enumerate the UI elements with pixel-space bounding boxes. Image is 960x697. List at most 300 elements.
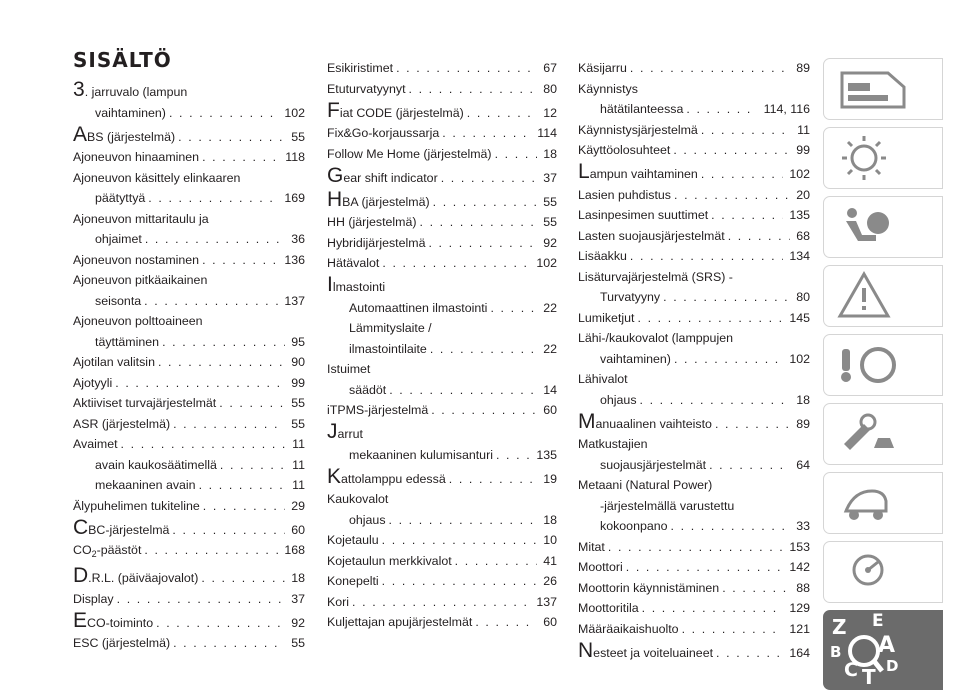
entry-title-rest: esteet ja voiteluaineet (593, 645, 714, 660)
index-entry (73, 540, 305, 564)
index-entry (578, 226, 810, 246)
index-entry (73, 434, 305, 454)
dot-leader (382, 253, 530, 273)
index-entry (73, 515, 305, 540)
entry-title (327, 464, 446, 489)
dot-leader (626, 557, 784, 577)
entry-title (327, 187, 430, 212)
entry-title (578, 160, 698, 184)
initial-letter: E (73, 608, 88, 632)
index-entry (578, 205, 810, 225)
page-number[interactable]: 102 (536, 256, 557, 270)
index-entry (73, 209, 305, 229)
page-number[interactable]: 102 (789, 167, 810, 181)
entry-title: Älypuhelimen tukiteline (73, 498, 200, 513)
index-entry (578, 638, 810, 663)
entry-title: avain kaukosäätimellä (95, 457, 217, 472)
index-entry (327, 253, 557, 273)
index-entry (327, 551, 557, 571)
page-number[interactable]: 169 (284, 191, 305, 205)
entry-title: Matkustajien (578, 437, 648, 451)
entry-title: ilmastointilaite (349, 341, 427, 356)
index-entry (327, 359, 557, 379)
index-entry (327, 58, 557, 78)
page-number[interactable]: 37 (291, 591, 305, 606)
page-number[interactable]: 29 (291, 498, 305, 513)
dot-leader (202, 250, 278, 270)
index-entry (327, 98, 557, 123)
page-number[interactable]: 121 (789, 621, 810, 636)
page-number[interactable]: 18 (543, 512, 557, 527)
index-entry (73, 455, 305, 475)
dot-leader (495, 144, 538, 164)
dot-leader (428, 233, 537, 253)
index-entry (73, 633, 305, 653)
tab-lights[interactable] (823, 127, 943, 189)
dot-leader (640, 390, 791, 410)
index-column-2 (327, 58, 557, 633)
page-number[interactable]: 99 (291, 375, 305, 390)
index-letter-d: D (886, 657, 899, 675)
dot-leader (682, 619, 784, 639)
entry-title (73, 564, 199, 588)
page-number[interactable]: 89 (796, 61, 810, 75)
entry-title: Kuljettajan apujärjestelmät (327, 615, 473, 629)
page-number[interactable]: 145 (789, 310, 810, 325)
dot-leader (722, 578, 790, 598)
page-number[interactable]: 12 (543, 105, 557, 120)
entry-title: Kaukovalot (327, 492, 389, 506)
index-entry (578, 578, 810, 598)
entry-title: Hybridijärjestelmä (327, 235, 426, 250)
page-number[interactable]: 92 (291, 615, 305, 630)
index-entry (73, 188, 305, 208)
page-number[interactable]: 55 (291, 396, 305, 410)
entry-title: Lasten suojausjärjestelmät (578, 228, 725, 243)
entry-title: Lasien puhdistus (578, 187, 671, 202)
page-number[interactable]: 33 (796, 519, 810, 533)
index-entry (327, 187, 557, 212)
page-number[interactable]: 18 (543, 146, 557, 161)
entry-title: Display (73, 591, 114, 606)
page-number[interactable]: 60 (543, 615, 557, 629)
page-number[interactable]: 41 (543, 553, 557, 568)
index-entry (578, 99, 810, 119)
entry-title-rest: BA (järjestelmä) (342, 194, 430, 209)
dot-leader (173, 414, 285, 434)
index-entry (578, 79, 810, 99)
index-column-1 (73, 78, 305, 654)
index-entry (327, 489, 557, 509)
entry-title: Käynnistys (578, 81, 638, 96)
entry-title: hätätilanteessa (600, 102, 684, 116)
page-number[interactable]: 55 (291, 636, 305, 650)
entry-title (327, 273, 386, 297)
dot-leader (382, 530, 538, 550)
dot-leader (467, 103, 537, 123)
page-number[interactable]: 37 (543, 170, 557, 185)
index-entry (578, 619, 810, 639)
entry-title: Ajotilan valitsin (73, 355, 155, 369)
index-entry (327, 212, 557, 232)
index-letter-t: T (862, 665, 876, 689)
dot-leader (202, 147, 279, 167)
entry-title: kokoonpano (600, 519, 668, 533)
index-entry (578, 557, 810, 577)
index-entry (578, 390, 810, 410)
index-entry (578, 267, 810, 287)
page-number[interactable]: 11 (292, 437, 305, 451)
initial-letter: J (327, 420, 338, 443)
entry-title: Lähivalot (578, 372, 628, 386)
index-column-3 (578, 58, 810, 663)
page-number[interactable]: 22 (543, 300, 557, 315)
dot-leader (442, 123, 531, 143)
index-entry (327, 144, 557, 164)
entry-title-after: -päästöt (96, 543, 142, 557)
dot-leader (156, 613, 285, 633)
page-number[interactable]: 18 (291, 571, 305, 585)
entry-title: Follow Me Home (järjestelmä) (327, 146, 492, 161)
index-entry (327, 612, 557, 632)
page-number[interactable]: 55 (543, 194, 557, 209)
page-number[interactable]: 11 (797, 122, 810, 137)
index-entry (578, 308, 810, 328)
index-entry (578, 58, 810, 78)
page-number[interactable]: 64 (796, 457, 810, 472)
entry-title (327, 163, 438, 188)
entry-title: Kojetaulu (327, 533, 379, 547)
entry-title: ohjaus (600, 392, 637, 407)
dot-leader (701, 164, 783, 184)
entry-title: Ajotyyli (73, 375, 113, 390)
page-number[interactable]: 142 (789, 560, 810, 574)
page-number[interactable]: 114 (537, 126, 557, 140)
dot-leader (449, 469, 537, 489)
dot-leader (144, 291, 278, 311)
entry-title: mekaaninen avain (95, 478, 196, 492)
page-number[interactable]: 20 (796, 187, 810, 202)
index-entry (327, 123, 557, 143)
page-number[interactable]: 10 (543, 533, 557, 547)
page-number[interactable]: 14 (543, 382, 557, 397)
page-number[interactable]: 134 (789, 249, 810, 263)
lights-icon (824, 128, 942, 188)
index-entry (578, 246, 810, 266)
dot-leader (630, 246, 783, 266)
page-number[interactable]: 114, 116 (763, 102, 810, 116)
entry-title: Kori (327, 594, 350, 609)
dot-leader (201, 568, 285, 588)
chapter-tabs (823, 58, 957, 697)
dot-leader (490, 298, 537, 318)
page-number[interactable]: 22 (543, 341, 557, 356)
dot-leader (199, 475, 287, 495)
index-entry (327, 163, 557, 188)
index-entry (578, 409, 810, 434)
dot-leader (389, 380, 537, 400)
dot-leader (686, 99, 757, 119)
entry-title: Avaimet (73, 437, 118, 451)
dot-leader (430, 339, 537, 359)
index-letter-a: A (878, 633, 896, 658)
key-steering-icon (824, 335, 942, 395)
entry-title: päätyttyä (95, 191, 146, 205)
page-number[interactable]: 99 (796, 143, 810, 157)
entry-title (73, 78, 188, 102)
initial-letter: D (73, 564, 89, 587)
dot-leader (158, 352, 285, 372)
index-entry (327, 420, 557, 444)
dot-leader (674, 349, 783, 369)
entry-title: Käyttöolosuhteet (578, 143, 671, 157)
page-number[interactable]: 118 (285, 150, 305, 164)
page-number[interactable]: 137 (284, 293, 305, 308)
entry-title: Turvatyyny (600, 290, 661, 304)
page-number[interactable]: 26 (543, 574, 557, 588)
dot-leader (663, 287, 790, 307)
entry-title: Mitat (578, 539, 605, 554)
entry-title: ohjaus (349, 512, 386, 527)
dot-leader (496, 445, 530, 465)
dot-leader (441, 168, 538, 188)
dot-leader (144, 540, 278, 560)
entry-title: Moottoritila (578, 601, 639, 615)
page-number[interactable]: 60 (543, 403, 557, 417)
page-number[interactable]: 129 (789, 601, 810, 615)
entry-title: Lasinpesimen suuttimet (578, 208, 709, 222)
index-letter-b: B (830, 643, 842, 661)
entry-title (578, 638, 714, 663)
entry-title: Moottori (578, 560, 623, 574)
dot-leader (115, 373, 285, 393)
index-entry (73, 496, 305, 516)
index-entry (327, 79, 557, 99)
page-number[interactable]: 67 (543, 61, 557, 75)
index-entry (578, 328, 810, 348)
tab-safety[interactable] (823, 196, 943, 258)
entry-title: vaihtaminen) (95, 105, 166, 120)
entry-title-rest: BS (järjestelmä) (87, 129, 176, 144)
entry-title: Kojetaulun merkkivalot (327, 553, 452, 568)
index-letter-c: C (844, 659, 858, 681)
entry-title: Konepelti (327, 574, 379, 588)
entry-title: Etuturvatyynyt (327, 81, 406, 96)
wrench-car-icon (824, 404, 942, 464)
dot-leader (475, 612, 537, 632)
entry-title-rest: attolamppu edessä (341, 471, 446, 486)
index-entry (327, 530, 557, 550)
page-number[interactable]: 55 (291, 416, 305, 431)
index-letter-e: E (872, 611, 884, 631)
entry-title-rest: anuaalinen vaihteisto (595, 416, 712, 431)
entry-title: suojausjärjestelmät (600, 457, 707, 472)
dot-leader (203, 496, 285, 516)
entry-title-rest: .R.L. (päiväajovalot) (88, 571, 199, 585)
page-number[interactable]: 68 (796, 228, 810, 243)
index-entry (327, 233, 557, 253)
page-number[interactable]: 55 (543, 215, 557, 229)
entry-title: Fix&Go-korjaussarja (327, 126, 440, 140)
initial-letter: A (73, 122, 88, 146)
page-number[interactable]: 36 (291, 232, 305, 246)
dot-leader (715, 414, 790, 434)
dot-leader (352, 592, 530, 612)
index-entry (327, 298, 557, 318)
page-number[interactable]: 135 (789, 208, 810, 222)
entry-title (327, 98, 464, 123)
dot-leader (172, 520, 285, 540)
dot-leader (173, 633, 285, 653)
page-number[interactable]: 164 (789, 645, 810, 660)
initial-letter: K (327, 464, 342, 488)
index-entry (327, 339, 557, 359)
page-number[interactable]: 92 (543, 235, 557, 250)
index-entry (73, 250, 305, 270)
page-number[interactable]: 95 (291, 334, 305, 349)
tab-dashboard[interactable] (823, 58, 943, 120)
page-number[interactable]: 80 (543, 81, 557, 96)
entry-title: Hätävalot (327, 256, 380, 270)
page-number[interactable]: 88 (796, 580, 810, 595)
index-entry (73, 103, 305, 123)
tab-emergency[interactable] (823, 403, 943, 465)
entry-title: täyttäminen (95, 334, 160, 349)
page-number[interactable]: 102 (789, 351, 810, 366)
dot-leader (455, 551, 538, 571)
page-number[interactable]: 18 (796, 392, 810, 407)
index-entry (578, 120, 810, 140)
dot-leader (220, 455, 286, 475)
page-number[interactable]: 135 (536, 447, 557, 462)
entry-title: Ajoneuvon pitkäaikainen (73, 273, 208, 287)
page-number[interactable]: 55 (291, 129, 305, 144)
specifications-icon (824, 542, 942, 602)
initial-letter: H (327, 187, 343, 211)
dot-leader (673, 140, 790, 160)
index-entry (73, 475, 305, 495)
page-number[interactable]: 19 (543, 471, 557, 486)
index-entry (578, 349, 810, 369)
dot-leader (431, 400, 537, 420)
entry-title: Lisäakku (578, 249, 627, 263)
dot-leader (711, 205, 783, 225)
page-number[interactable]: 11 (292, 457, 305, 472)
entry-title-rest: ampun vaihtaminen (589, 167, 698, 181)
index-entry (578, 496, 810, 516)
initial-letter: L (578, 160, 590, 183)
dot-leader (389, 510, 538, 530)
entry-title: Automaattinen ilmastointi (349, 300, 488, 315)
tab-technical-data[interactable] (823, 541, 943, 603)
dot-leader (396, 58, 537, 78)
entry-title: ASR (järjestelmä) (73, 416, 171, 431)
entry-title: Metaani (Natural Power) (578, 478, 713, 492)
index-entry (578, 160, 810, 184)
entry-title (73, 608, 154, 633)
index-entry (578, 455, 810, 475)
dot-leader (701, 120, 791, 140)
page-number[interactable]: 80 (796, 290, 810, 304)
page-number[interactable]: 137 (536, 594, 557, 609)
initial-letter: M (578, 409, 596, 433)
entry-title: Määräaikaishuolto (578, 621, 679, 636)
index-entry (73, 78, 305, 102)
index-entry (327, 464, 557, 489)
entry-title: Lämmityslaite / (349, 321, 432, 335)
index-entry (73, 270, 305, 290)
index-entry (73, 147, 305, 167)
entry-title (73, 540, 141, 564)
entry-title: Istuimet (327, 362, 371, 376)
initial-letter: C (73, 515, 89, 539)
entry-title (73, 122, 176, 147)
page-number[interactable]: 89 (796, 416, 810, 431)
page-number[interactable]: 102 (284, 105, 305, 120)
index-entry (578, 537, 810, 557)
entry-title: Lähi-/kaukovalot (lamppujen (578, 331, 733, 345)
index-entry (327, 510, 557, 530)
dot-leader (637, 308, 783, 328)
entry-title (73, 515, 170, 540)
entry-title: Lisäturvajärjestelmä (SRS) - (578, 269, 733, 284)
page-number[interactable]: 90 (291, 355, 305, 369)
entry-title-main: CO (73, 543, 92, 557)
index-entry (73, 229, 305, 249)
entry-title: Käynnistysjärjestelmä (578, 122, 698, 137)
dot-leader (382, 571, 538, 591)
entry-title: mekaaninen kulumisanturi (349, 447, 493, 462)
index-entry (73, 608, 305, 633)
index-entry (327, 318, 557, 338)
dot-leader (145, 229, 285, 249)
tab-starting[interactable] (823, 334, 943, 396)
index-entry (73, 311, 305, 331)
entry-title: iTPMS-järjestelmä (327, 403, 429, 417)
dot-leader (169, 103, 278, 123)
page-number[interactable]: 136 (284, 252, 305, 267)
tab-maintenance[interactable] (823, 472, 943, 534)
tab-index[interactable] (823, 610, 943, 690)
dot-leader (148, 188, 278, 208)
entry-title: Lumiketjut (578, 310, 635, 325)
index-entry (327, 380, 557, 400)
index-entry (73, 168, 305, 188)
entry-title: Ajoneuvon polttoaineen (73, 314, 203, 328)
index-entry (578, 140, 810, 160)
dot-leader (642, 598, 784, 618)
tab-road-safety[interactable] (823, 265, 943, 327)
entry-title: ESC (järjestelmä) (73, 636, 171, 650)
index-entry (73, 291, 305, 311)
entry-title: Ajoneuvon nostaminen (73, 252, 200, 267)
index-letter-z: Z (832, 615, 847, 639)
car-dashboard-icon (824, 59, 942, 119)
page-number[interactable]: 153 (789, 539, 810, 554)
entry-title: säädöt (349, 382, 387, 397)
index-entry (327, 592, 557, 612)
page-number[interactable]: 60 (291, 522, 305, 537)
index-entry (73, 122, 305, 147)
page-number[interactable]: 168 (284, 543, 305, 557)
page-number[interactable]: 11 (292, 478, 305, 492)
page-title: SISÄLTÖ (73, 48, 172, 72)
entry-title-rest: lmastointi (332, 280, 386, 294)
entry-title (327, 420, 363, 444)
entry-title: ohjaimet (95, 232, 142, 246)
dot-leader (409, 79, 538, 99)
service-icon (824, 473, 942, 533)
